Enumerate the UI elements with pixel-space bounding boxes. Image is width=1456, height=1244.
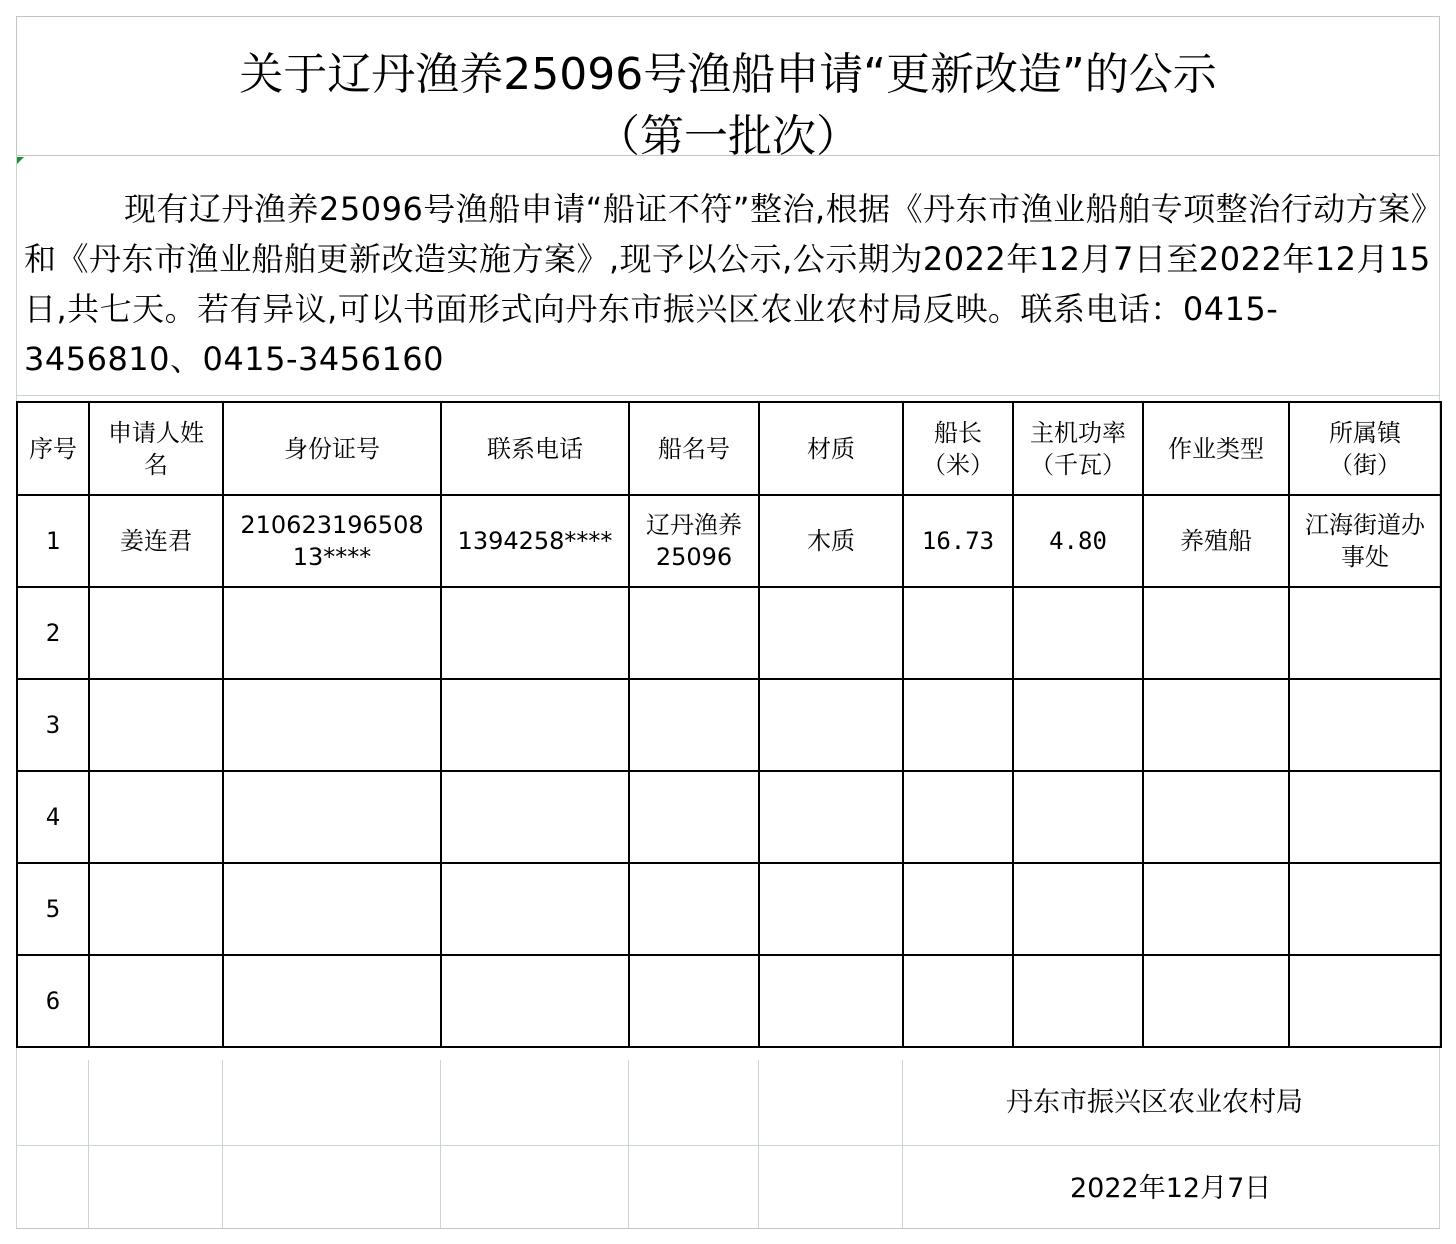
empty-cell[interactable]: [1289, 863, 1441, 955]
empty-cell[interactable]: [629, 771, 759, 863]
header-cell[interactable]: 材质: [759, 402, 903, 495]
header-cell[interactable]: 申请人姓名: [89, 402, 223, 495]
empty-cell[interactable]: [1013, 587, 1143, 679]
header-cell[interactable]: 身份证号: [223, 402, 441, 495]
empty-cell[interactable]: [441, 679, 629, 771]
town[interactable]: 江海街道办事处: [1289, 495, 1441, 587]
empty-cell[interactable]: [903, 955, 1013, 1047]
empty-cell[interactable]: [223, 863, 441, 955]
empty-cell[interactable]: [441, 863, 629, 955]
empty-cell[interactable]: [759, 679, 903, 771]
header-cell[interactable]: 作业类型: [1143, 402, 1289, 495]
vessel-length[interactable]: 16.73: [903, 495, 1013, 587]
applicant-name[interactable]: 姜连君: [89, 495, 223, 587]
page-subtitle: （第一批次）: [596, 111, 860, 162]
empty-cell[interactable]: [1143, 863, 1289, 955]
gridline: [16, 395, 1440, 396]
table-row: [17, 863, 1441, 955]
header-cell[interactable]: 主机功率（千瓦）: [1013, 402, 1143, 495]
empty-cell[interactable]: [903, 771, 1013, 863]
empty-cell[interactable]: [1289, 587, 1441, 679]
empty-cell[interactable]: [629, 679, 759, 771]
empty-cell[interactable]: [1013, 955, 1143, 1047]
table-row: [17, 771, 1441, 863]
empty-cell[interactable]: [1143, 587, 1289, 679]
row-number[interactable]: 1: [17, 495, 89, 587]
operation-type[interactable]: 养殖船: [1143, 495, 1289, 587]
empty-cell[interactable]: [441, 587, 629, 679]
row-number[interactable]: 5: [17, 863, 89, 955]
empty-cell[interactable]: [903, 863, 1013, 955]
table-row: [17, 955, 1441, 1047]
empty-cell[interactable]: [759, 771, 903, 863]
empty-cell[interactable]: [89, 587, 223, 679]
empty-cell[interactable]: [1143, 771, 1289, 863]
empty-cell[interactable]: [223, 587, 441, 679]
empty-cell[interactable]: [441, 955, 629, 1047]
title-cell[interactable]: [16, 16, 1440, 162]
empty-cell[interactable]: [1013, 679, 1143, 771]
empty-cell[interactable]: [1013, 863, 1143, 955]
header-cell[interactable]: 所属镇（街）: [1289, 402, 1441, 495]
engine-power[interactable]: 4.80: [1013, 495, 1143, 587]
empty-cell[interactable]: [89, 863, 223, 955]
empty-cell[interactable]: [1289, 679, 1441, 771]
table-row: [17, 587, 1441, 679]
row-number[interactable]: 3: [17, 679, 89, 771]
empty-cell[interactable]: [89, 679, 223, 771]
empty-cell[interactable]: [903, 679, 1013, 771]
empty-cell[interactable]: [89, 771, 223, 863]
empty-cell[interactable]: [629, 955, 759, 1047]
table-header-row: [17, 402, 1441, 495]
table-row: [17, 679, 1441, 771]
empty-cell[interactable]: [441, 771, 629, 863]
row-number[interactable]: 6: [17, 955, 89, 1047]
id-number[interactable]: 21062319650813****: [223, 495, 441, 587]
empty-cell[interactable]: [1289, 771, 1441, 863]
row-number[interactable]: 2: [17, 587, 89, 679]
vessel-name[interactable]: 辽丹渔养25096: [629, 495, 759, 587]
page-title: 关于辽丹渔养25096号渔船申请“更新改造”的公示: [239, 49, 1217, 100]
cell-comment-marker-icon: [17, 157, 24, 164]
notice-text: 现有辽丹渔养25096号渔船申请“船证不符”整治,根据《丹东市渔业船舶专项整治行动方案》和《丹东市渔业船舶更新改造实施方案》,现予以公示,公示期为2022年12月7日至2022年12月15日,共七天。若有异议,可以书面形式向丹东市振兴区农业农村局反映。联系电话：0415-3456810、0415-3456160: [24, 190, 1431, 378]
footer-area: [16, 1060, 1440, 1229]
empty-cell[interactable]: [629, 863, 759, 955]
empty-cell[interactable]: [759, 955, 903, 1047]
row-number[interactable]: 4: [17, 771, 89, 863]
empty-cell[interactable]: [759, 863, 903, 955]
phone-number[interactable]: 1394258****: [441, 495, 629, 587]
notice-cell[interactable]: [24, 184, 1434, 384]
issuing-organization[interactable]: 丹东市振兴区农业农村局: [1006, 1087, 1303, 1118]
empty-cell[interactable]: [223, 679, 441, 771]
empty-cell[interactable]: [1143, 955, 1289, 1047]
header-cell[interactable]: 联系电话: [441, 402, 629, 495]
empty-cell[interactable]: [903, 587, 1013, 679]
empty-cell[interactable]: [1013, 771, 1143, 863]
applicant-table: [16, 401, 1442, 1048]
empty-cell[interactable]: [629, 587, 759, 679]
header-cell[interactable]: 序号: [17, 402, 89, 495]
header-cell[interactable]: 船长（米）: [903, 402, 1013, 495]
empty-cell[interactable]: [1289, 955, 1441, 1047]
empty-cell[interactable]: [1143, 679, 1289, 771]
empty-cell[interactable]: [759, 587, 903, 679]
empty-cell[interactable]: [89, 955, 223, 1047]
header-cell[interactable]: 船名号: [629, 402, 759, 495]
material[interactable]: 木质: [759, 495, 903, 587]
empty-cell[interactable]: [223, 955, 441, 1047]
table-row: [17, 495, 1441, 587]
empty-cell[interactable]: [223, 771, 441, 863]
issue-date[interactable]: 2022年12月7日: [1070, 1173, 1272, 1204]
